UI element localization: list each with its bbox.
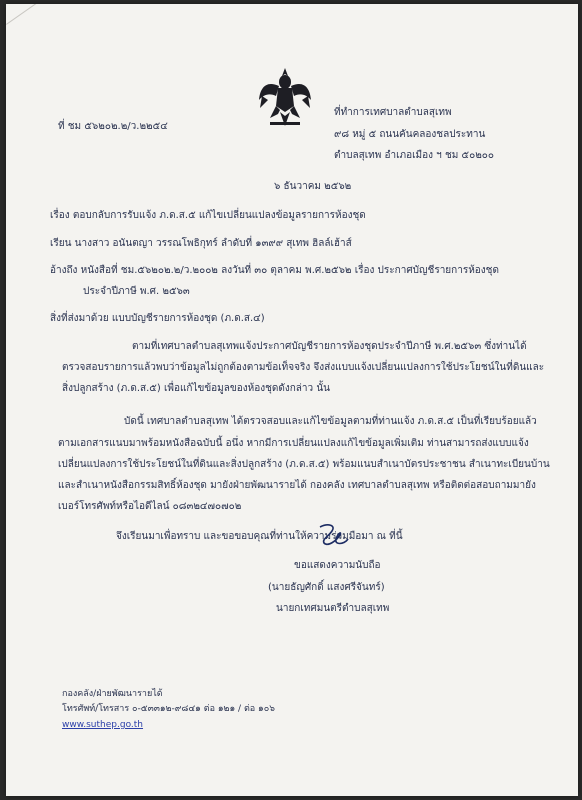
signer-name: (นายธัญศักดิ์ แสงศรีจันทร์)	[268, 582, 385, 593]
office-address-line2: ๙๘ หมู่ ๕ ถนนคันคลองชลประทาน	[334, 129, 486, 140]
closing-salutation: ขอแสดงความนับถือ	[294, 560, 381, 571]
reference-line2: ประจำปีภาษี พ.ศ. ๒๕๖๓	[83, 286, 190, 297]
paragraph2-line3: เปลี่ยนแปลงการใช้ประโยชน์ในที่ดินและสิ่งปลูกสร้าง (ภ.ด.ส.๕) พร้อมแนบสำเนาบัตรประชาชน สำเนาทะเบียนบ้าน	[58, 459, 550, 470]
office-address-line1: ที่ทำการเทศบาลตำบลสุเทพ	[334, 107, 452, 118]
reference-line1: อ้างถึง หนังสือที่ ชม.๕๖๒๐๒.๒/ว.๒๐๐๒ ลงวันที่ ๓๐ ตุลาคม พ.ศ.๒๕๖๒ เรื่อง ประกาศบัญชีรายการห้องชุด	[50, 265, 499, 276]
document-number: ที่ ชม ๕๖๒๐๒.๒/ว.๒๒๕๔	[58, 121, 168, 132]
footer-website-link[interactable]: www.suthep.go.th	[62, 720, 144, 730]
letter-recipient: เรียน นางสาว อนันตญา วรรณโพธิกุทร์ ลำดับที่ ๑๓๙๙ สุเทพ ฮิลล์เฮ้าส์	[50, 238, 352, 249]
footer-department: กองคลัง/ฝ่ายพัฒนารายได้	[62, 689, 163, 699]
paragraph2-line5: เบอร์โทรศัพท์หรือไอดีไลน์ ๐๘๓๒๔๗๐๗๐๒	[58, 501, 242, 512]
letter-page	[6, 4, 578, 796]
footer-phone: โทรศัพท์/โทรสาร ๐-๕๓๓๑๒-๙๘๔๑ ต่อ ๑๒๑ / ต่อ ๑๐๖	[62, 704, 275, 714]
page-crease	[6, 4, 72, 25]
office-address-line3: ตำบลสุเทพ อำเภอเมือง ฯ ชม ๕๐๒๐๐	[334, 150, 495, 161]
garuda-emblem-icon	[258, 66, 312, 132]
signer-title: นายกเทศมนตรีตำบลสุเทพ	[276, 603, 390, 614]
closing-request: จึงเรียนมาเพื่อทราบ และขอขอบคุณที่ท่านให้ความร่วมมือมา ณ ที่นี้	[116, 531, 403, 542]
enclosure-line: สิ่งที่ส่งมาด้วย แบบบัญชีรายการห้องชุด (ภ.ด.ส.๔)	[50, 313, 265, 324]
paragraph2-line4: และสำเนาหนังสือกรรมสิทธิ์ห้องชุด มายังฝ่ายพัฒนารายได้ กองคลัง เทศบาลตำบลสุเทพ หรือติดต่อสอบถามมายัง	[58, 480, 536, 491]
paragraph2-line2: ตามเอกสารแนบมาพร้อมหนังสือฉบับนี้ อนึ่ง หากมีการเปลี่ยนแปลงแก้ไขข้อมูลเพิ่มเติม ท่านสามารถส่งแบบแจ้ง	[58, 438, 529, 449]
letter-date: ๖ ธันวาคม ๒๕๖๒	[274, 181, 352, 192]
paragraph1-line3: สิ่งปลูกสร้าง (ภ.ด.ส.๕) เพื่อแก้ไขข้อมูลของห้องชุดดังกล่าว นั้น	[62, 383, 331, 394]
paragraph2-line1: บัดนี้ เทศบาลตำบลสุเทพ ได้ตรวจสอบและแก้ไขข้อมูลตามที่ท่านแจ้ง ภ.ด.ส.๕ เป็นที่เรียบร้อยแล้ว	[124, 416, 537, 427]
paragraph1-line2: ตรวจสอบรายการแล้วพบว่าข้อมูลไม่ถูกต้องตามข้อเท็จจริง จึงส่งแบบแจ้งเปลี่ยนแปลงการใช้ประโยชน์ในที่ดินและ	[62, 362, 545, 373]
paragraph1-line1: ตามที่เทศบาลตำบลสุเทพแจ้งประกาศบัญชีรายการห้องชุดประจำปีภาษี พ.ศ.๒๕๖๓ ซึ่งท่านได้	[132, 341, 527, 352]
handwritten-signature	[314, 521, 354, 549]
letter-subject: เรื่อง ตอบกลับการรับแจ้ง ภ.ด.ส.๕ แก้ไขเปลี่ยนแปลงข้อมูลรายการห้องชุด	[50, 210, 366, 221]
